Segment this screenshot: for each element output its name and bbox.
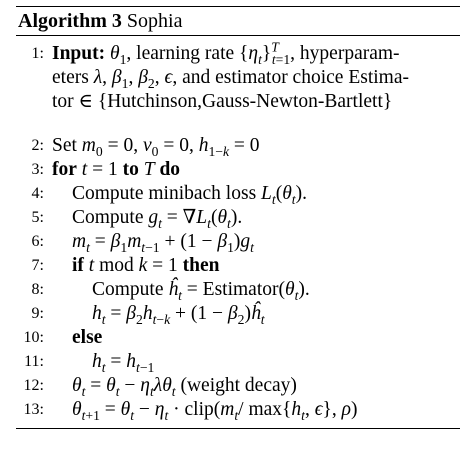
line-content: else [72, 327, 103, 348]
line-number: 4: [31, 185, 44, 202]
line-content: tor ∈ {Hutchinson,Gauss-Newton-Bartlett} [52, 91, 393, 112]
line-content: $h_t = \beta_2h_{t-k} + (1$ − $\beta_2)ĥ_t$ [92, 303, 265, 327]
line-content: Compute $g_t = \nabla L_t(\theta_t)$. [72, 207, 243, 231]
line-number: 7: [31, 257, 44, 274]
algorithm-name: Sophia [126, 10, 183, 32]
line-number: 9: [31, 305, 44, 322]
line-content: for t = 1 to T do [52, 159, 181, 180]
algorithm-label: Algorithm 3 [18, 10, 122, 32]
algorithm-line [16, 230, 460, 254]
line-number: 6: [31, 233, 44, 250]
algorithm-line [16, 206, 460, 230]
algorithm-line [16, 374, 460, 398]
line-content: Compute minibach loss $L_t(\theta_t)$. [72, 183, 307, 207]
line-number: 12: [23, 377, 44, 394]
algorithm-header [16, 7, 460, 35]
algorithm-line [16, 182, 460, 206]
line-number: 8: [31, 281, 44, 298]
algorithm-line [16, 398, 460, 422]
algorithm-line [16, 302, 460, 326]
line-number: 5: [31, 209, 44, 226]
line-content: $\theta_{t+1} = \theta_t - \eta_t$ · $clip(m_t/$ $\max\{h_t$, ϵ}, ρ) [72, 399, 358, 423]
line-number: 3: [31, 161, 44, 178]
line-content: Set $m_0 = 0$, $v_0 = 0$, $h_{1-k} = 0$ [52, 135, 260, 159]
line-number: 10: [23, 329, 44, 346]
line-number: 1: [31, 45, 44, 62]
algorithm-line [16, 66, 460, 90]
line-content: if t mod k = 1 then [72, 255, 220, 276]
algorithm-line [16, 254, 460, 278]
algorithm-line [16, 158, 460, 182]
line-content: $h_t = h_{t-1}$ [92, 351, 155, 375]
algorithm-line [16, 134, 460, 158]
line-content: Input: $\theta_1$, learning rate $\{\eta_t\}^T_{t=1}$, hyperparam- [52, 39, 400, 67]
algorithm-box [16, 6, 460, 429]
line-content: eters λ, $\beta_1$, $\beta_2$, ϵ, and estimator choice Estima- [52, 67, 409, 91]
line-content: $m_t = \beta_1m_{t-1} + (1 - \beta_1)g_t$ [72, 231, 254, 255]
line-number: 13: [23, 401, 44, 418]
algorithm-line [16, 278, 460, 302]
line-number: 2: [31, 137, 44, 154]
line-content: $\theta_t = \theta_t - \eta_t\lambda\theta_t$ (weight decay) [72, 375, 297, 399]
algorithm-line [16, 326, 460, 350]
bottom-rule [16, 428, 460, 429]
line-content: Compute $ĥ_t$ = $Estimator(\theta_t)$. [92, 279, 310, 303]
algorithm-line [16, 39, 460, 67]
algorithm-line [16, 350, 460, 374]
line-number: 11: [24, 353, 44, 370]
algorithm-line [16, 90, 460, 114]
